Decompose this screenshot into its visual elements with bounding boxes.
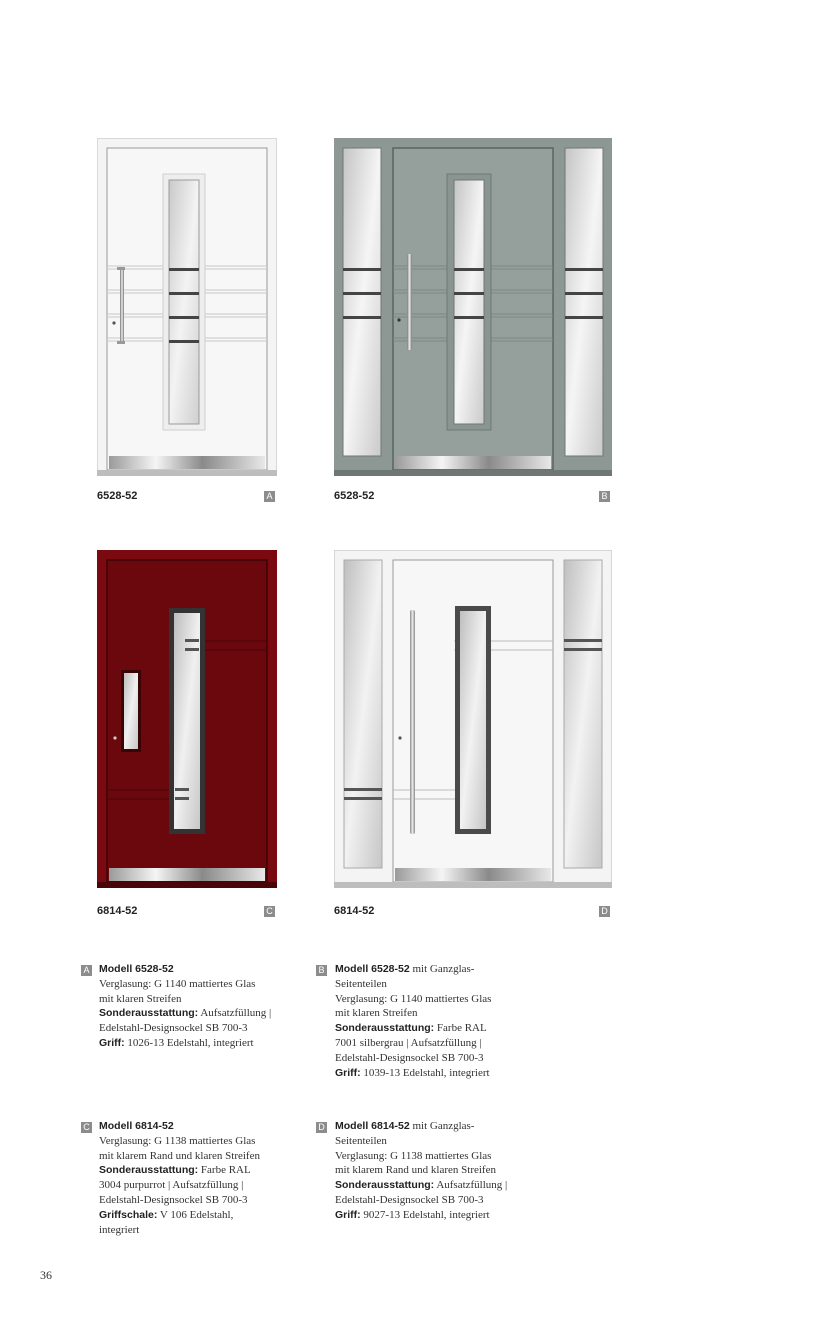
desc-badge-b: B: [316, 965, 327, 976]
desc-text: integriert: [99, 1223, 140, 1236]
desc-line: [335, 977, 491, 992]
desc-line: [99, 1149, 260, 1164]
desc-text: 7001 silbergrau | Aufsatzfüllung |: [335, 1036, 482, 1049]
description-b: [335, 962, 491, 1080]
door-badge-c: C: [264, 906, 275, 917]
desc-text: Aufsatzfüllung |: [434, 1179, 508, 1192]
desc-text: Edelstahl-Designsockel SB 700-3: [99, 1022, 248, 1035]
desc-title: Modell 6528-52: [99, 963, 174, 975]
desc-line: [99, 1134, 260, 1149]
desc-line: [335, 1208, 507, 1223]
desc-line: [99, 1163, 260, 1178]
desc-line: [99, 1036, 271, 1051]
desc-text: Farbe RAL: [434, 1022, 487, 1035]
desc-line: [335, 1163, 507, 1178]
desc-title: Modell 6528-52: [335, 963, 410, 975]
desc-title: Modell 6814-52: [99, 1120, 174, 1132]
desc-badge-a: A: [81, 965, 92, 976]
desc-line: [99, 1193, 260, 1208]
desc-text: 9027-13 Edelstahl, integriert: [360, 1208, 490, 1221]
door-badge-d: D: [599, 906, 610, 917]
desc-title-suffix: mit Ganzglas-: [409, 963, 475, 975]
desc-line: [335, 1066, 491, 1081]
desc-line: [335, 1021, 491, 1036]
desc-text: Seitenteilen: [335, 1134, 387, 1147]
desc-label: Sonderausstattung:: [99, 1007, 199, 1020]
desc-line: [335, 1006, 491, 1021]
door-image-d: [334, 550, 612, 888]
desc-text: mit klaren Streifen: [99, 992, 182, 1005]
door-caption-d: 6814-52: [334, 905, 375, 917]
desc-line: [335, 1036, 491, 1051]
desc-line: [335, 1134, 507, 1149]
door-caption-b: 6528-52: [334, 490, 375, 502]
door-badge-b: B: [599, 491, 610, 502]
desc-line: [99, 1208, 260, 1223]
desc-line: [99, 992, 271, 1007]
desc-line: [335, 992, 491, 1007]
desc-label: Sonderausstattung:: [99, 1164, 199, 1177]
desc-line: [99, 1178, 260, 1193]
desc-text: V 106 Edelstahl,: [157, 1208, 234, 1221]
desc-badge-d: D: [316, 1122, 327, 1133]
desc-text: Seitenteilen: [335, 977, 387, 990]
desc-text: mit klaren Streifen: [335, 1007, 418, 1020]
desc-title-line: [335, 962, 491, 977]
desc-line: [99, 1021, 271, 1036]
page-number: 36: [40, 1268, 52, 1282]
door-badge-a: A: [264, 491, 275, 502]
desc-text: 3004 purpurrot | Aufsatzfüllung |: [99, 1179, 244, 1192]
door-caption-a: 6528-52: [97, 490, 138, 502]
desc-title-suffix: mit Ganzglas-: [409, 1120, 475, 1132]
desc-text: Edelstahl-Designsockel SB 700-3: [99, 1193, 248, 1206]
desc-text: 1039-13 Edelstahl, integriert: [360, 1066, 490, 1079]
desc-line: [335, 1051, 491, 1066]
desc-label: Sonderausstattung:: [335, 1179, 435, 1192]
desc-title-line: [335, 1119, 507, 1134]
desc-text: 1026-13 Edelstahl, integriert: [124, 1036, 254, 1049]
desc-title-line: [99, 1119, 260, 1134]
door-image-a: [97, 138, 277, 476]
desc-line: [99, 1223, 260, 1238]
desc-label: Griffschale:: [99, 1208, 158, 1221]
desc-text: mit klarem Rand und klaren Streifen: [99, 1149, 260, 1162]
desc-line: [335, 1193, 507, 1208]
desc-line: [335, 1178, 507, 1193]
desc-text: mit klarem Rand und klaren Streifen: [335, 1164, 496, 1177]
desc-text: Verglasung: G 1138 mattiertes Glas: [335, 1149, 492, 1162]
door-caption-c: 6814-52: [97, 905, 138, 917]
description-c: [99, 1119, 260, 1237]
description-a: [99, 962, 271, 1051]
door-image-b: [334, 138, 612, 476]
desc-line: [99, 1006, 271, 1021]
desc-label: Griff:: [99, 1036, 125, 1049]
desc-text: Verglasung: G 1138 mattiertes Glas: [99, 1134, 256, 1147]
desc-line: [99, 977, 271, 992]
desc-title-line: [99, 962, 271, 977]
desc-label: Sonderausstattung:: [335, 1022, 435, 1035]
desc-text: Edelstahl-Designsockel SB 700-3: [335, 1193, 484, 1206]
desc-title: Modell 6814-52: [335, 1120, 410, 1132]
desc-text: Verglasung: G 1140 mattiertes Glas: [99, 977, 256, 990]
desc-text: Aufsatzfüllung |: [198, 1007, 272, 1020]
desc-label: Griff:: [335, 1066, 361, 1079]
desc-text: Edelstahl-Designsockel SB 700-3: [335, 1051, 484, 1064]
desc-text: Farbe RAL: [198, 1164, 251, 1177]
door-image-c: [97, 550, 277, 888]
desc-label: Griff:: [335, 1208, 361, 1221]
desc-text: Verglasung: G 1140 mattiertes Glas: [335, 992, 492, 1005]
description-d: [335, 1119, 507, 1223]
desc-badge-c: C: [81, 1122, 92, 1133]
desc-line: [335, 1149, 507, 1164]
